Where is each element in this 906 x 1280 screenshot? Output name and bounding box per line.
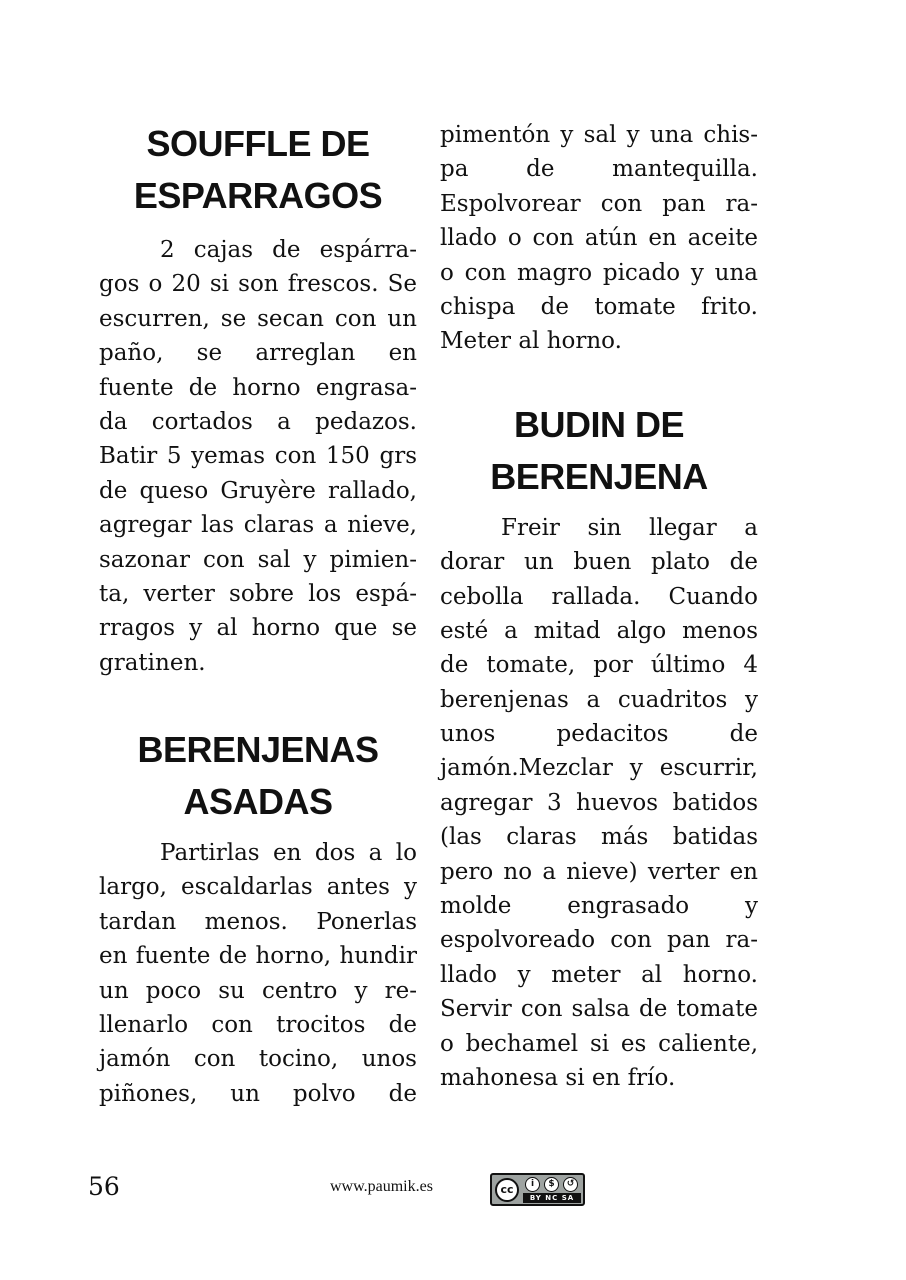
body-line: Meter al horno.: [440, 328, 622, 355]
body-line: ta, verter sobre los espá-: [99, 580, 417, 607]
body-line: (las claras más batidas: [440, 824, 758, 851]
body-line: cebolla rallada. Cuando: [440, 583, 758, 610]
body-line: de queso Gruyère rallado,: [99, 477, 417, 504]
body-line: de tomate, por último 4: [440, 652, 758, 679]
body-line: sazonar con sal y pimien-: [99, 546, 417, 573]
body-line: agregar las claras a nieve,: [99, 512, 417, 539]
body-line: jamón con tocino, unos: [99, 1046, 417, 1073]
page-footer: [0, 1170, 906, 1210]
attribution-icon: i: [525, 1177, 540, 1192]
body-line: Freir sin llegar a: [501, 514, 758, 541]
sharealike-icon: ↺: [563, 1177, 578, 1192]
body-line: Partirlas en dos a lo: [160, 840, 417, 867]
left-column: [99, 118, 417, 1111]
body-line: dorar un buen plato de: [440, 549, 758, 576]
body-line: o con magro picado y una: [440, 259, 758, 286]
creative-commons-license-badge[interactable]: [490, 1173, 585, 1206]
body-line: llado o con atún en aceite: [440, 225, 758, 252]
body-line: rragos y al horno que se: [99, 615, 417, 642]
body-line: Espolvorear con pan ra-: [440, 190, 758, 217]
body-line: piñones, un polvo de: [99, 1080, 417, 1107]
body-line: pa de mantequilla.: [440, 156, 758, 183]
body-line: llenarlo con trocitos de: [99, 1012, 417, 1039]
body-line: pimentón y sal y una chis-: [440, 122, 758, 148]
body-line: en fuente de horno, hundir: [99, 943, 417, 970]
recipe-title-budin-line-2: BERENJENA: [490, 455, 708, 497]
page-number: 56: [88, 1172, 120, 1201]
body-line: Servir con salsa de tomate: [440, 996, 758, 1023]
body-line: agregar 3 huevos batidos: [440, 789, 758, 816]
body-line: 2 cajas de espárra-: [160, 237, 417, 263]
body-line: molde engrasado y: [440, 893, 758, 920]
body-line: gratinen.: [99, 649, 206, 676]
body-line: espolvoreado con pan ra-: [440, 927, 758, 954]
recipe-title-berenjenas-line-2: ASADAS: [183, 781, 333, 823]
body-line: da cortados a pedazos.: [99, 408, 417, 435]
noncommercial-icon: $: [544, 1177, 559, 1192]
body-line: mahonesa si en frío.: [440, 1064, 676, 1091]
recipe-title-souffle-line-2: ESPARRAGOS: [133, 175, 383, 216]
recipe-title-souffle-line-1: SOUFFLE DE: [146, 123, 370, 164]
license-strip: BY NC SA: [523, 1193, 581, 1203]
recipe-title-berenjenas-line-1: BERENJENAS: [137, 729, 379, 771]
body-line: fuente de horno engrasa-: [99, 374, 417, 401]
body-line: llado y meter al horno.: [440, 961, 758, 988]
body-line: jamón.Mezclar y escurrir,: [440, 755, 758, 782]
body-line: unos pedacitos de: [440, 721, 758, 748]
cc-icon: cc: [495, 1178, 519, 1202]
body-line: o bechamel si es caliente,: [440, 1030, 758, 1057]
body-line: pero no a nieve) verter en: [440, 858, 758, 885]
body-line: Batir 5 yemas con 150 grs: [99, 443, 417, 470]
body-line: tardan menos. Ponerlas: [99, 908, 417, 935]
body-line: largo, escaldarlas antes y: [99, 874, 417, 901]
website-link[interactable]: www.paumik.es: [330, 1178, 433, 1195]
body-line: berenjenas a cuadritos y: [440, 686, 758, 713]
recipe-title-budin-line-1: BUDIN DE: [513, 403, 684, 445]
right-column: [440, 118, 758, 1095]
body-line: esté a mitad algo menos: [440, 617, 758, 644]
body-line: gos o 20 si son frescos. Se: [99, 271, 417, 298]
body-line: chispa de tomate frito.: [440, 293, 758, 320]
body-line: escurren, se secan con un: [99, 305, 417, 332]
body-line: un poco su centro y re-: [99, 977, 417, 1004]
body-line: paño, se arreglan en: [99, 340, 417, 367]
